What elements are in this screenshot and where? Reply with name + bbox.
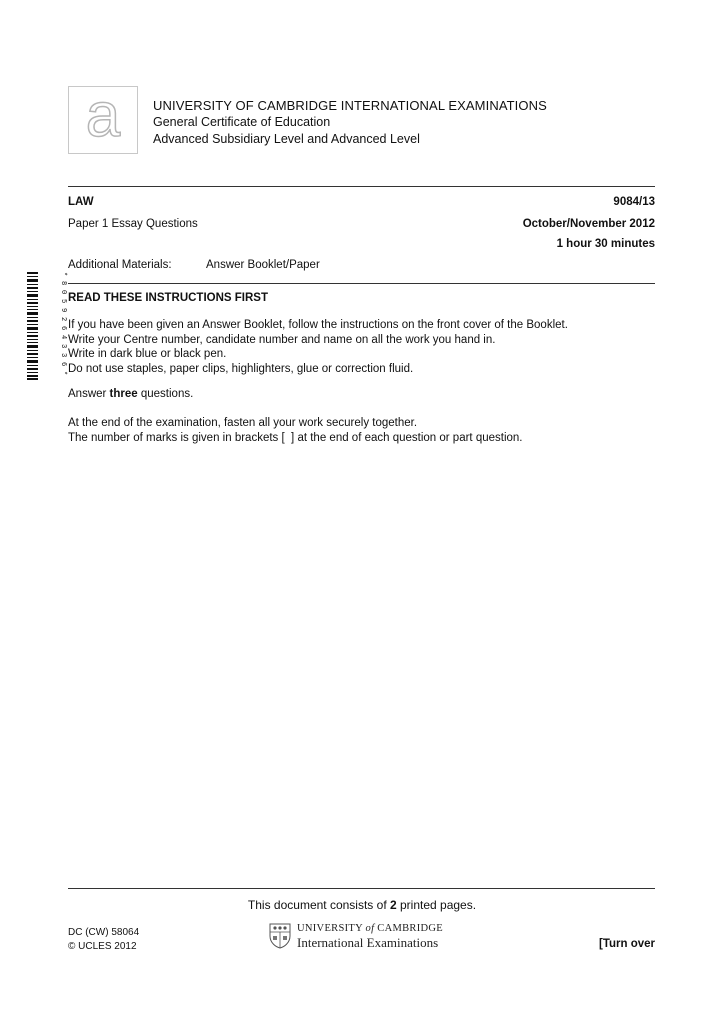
materials-label: Additional Materials: [68,259,172,271]
exam-duration: 1 hour 30 minutes [556,238,655,250]
barcode [27,272,38,380]
university-name: UNIVERSITY OF CAMBRIDGE INTERNATIONAL EXAMINATIONS [153,98,547,113]
divider-footer [68,888,655,889]
logo-university: UNIVERSITY [297,923,363,934]
instruction-line: Write your Centre number, candidate number and name on all the work you hand in. [68,333,496,346]
answer-instruction [68,388,193,400]
answer-suffix: questions. [137,388,194,400]
exam-board-logo [68,81,138,154]
copyright: © UCLES 2012 [68,941,137,952]
exam-session: October/November 2012 [522,218,655,230]
subject-code: 9084/13 [613,196,655,208]
instruction-line: If you have been given an Answer Booklet, follow the instructions on the front cover of the Booklet. [68,319,568,331]
logo-cambridge: CAMBRIDGE [377,923,443,934]
instructions-heading: READ THESE INSTRUCTIONS FIRST [68,292,268,304]
barcode-number: * 8 0 5 9 2 6 4 3 3 6 * [59,272,67,376]
turn-over: [Turn over [598,938,655,950]
end-line: At the end of the examination, fasten all your work securely together. [68,417,418,429]
instruction-line: Do not use staples, paper clips, highlighters, glue or correction fluid. [68,362,414,375]
logo-international: International Examinations [297,935,439,950]
instructions-list [68,318,568,376]
end-instructions [68,416,523,445]
end-line: The number of marks is given in brackets [ ] at the end of each question or part question. [68,431,523,444]
paper-title: Paper 1 Essay Questions [68,218,198,230]
logo-letter: a [85,81,121,150]
dc-code: DC (CW) 58064 [68,927,140,938]
answer-prefix: Answer [68,388,110,400]
answer-count: three [109,388,138,400]
page-count-number: 2 [389,898,397,912]
subject-name: LAW [68,196,94,208]
divider-middle [68,283,655,284]
divider-top [68,186,655,187]
barcode-bars [27,272,38,380]
crest-icon [269,923,291,949]
cambridge-logo [269,922,443,950]
footer-codes [68,926,139,954]
certificate-name: General Certificate of Education [153,115,331,129]
materials-value: Answer Booklet/Paper [206,259,320,271]
page-count-suffix: printed pages. [396,898,477,912]
page-count [0,898,724,912]
level-name: Advanced Subsidiary Level and Advanced Level [153,132,420,146]
instruction-line: Write in dark blue or black pen. [68,348,227,360]
logo-of: of [365,923,375,934]
page-count-prefix: This document consists of [247,898,390,912]
header-titles [153,97,547,148]
